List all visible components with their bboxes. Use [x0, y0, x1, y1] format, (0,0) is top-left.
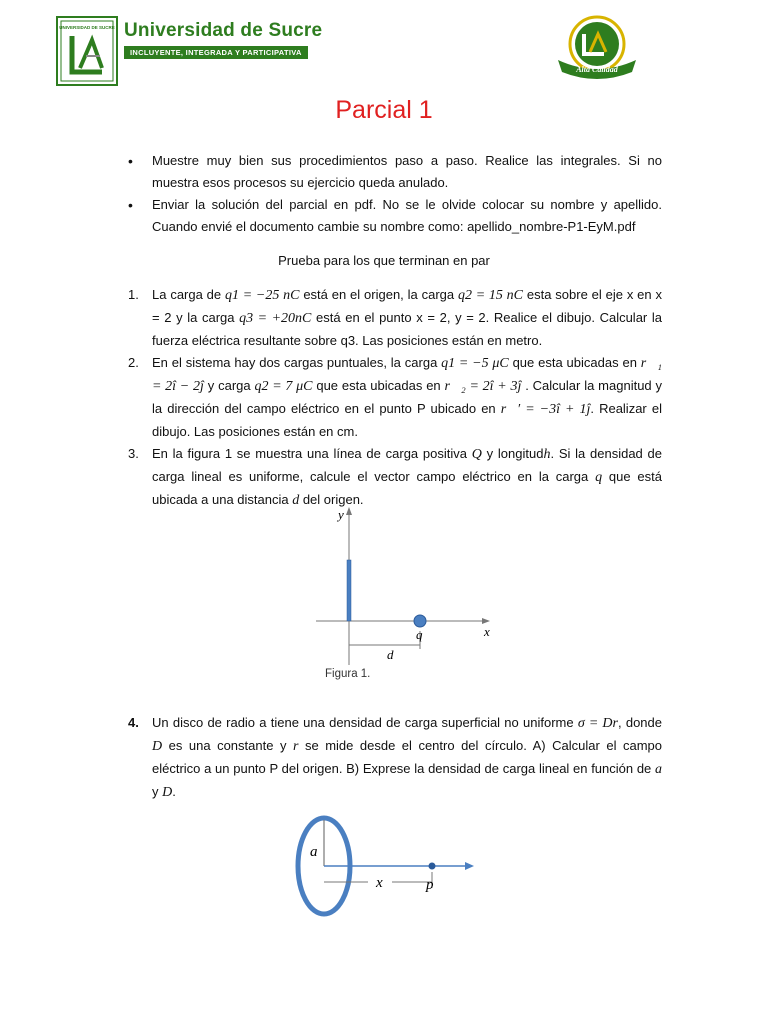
problems-list [128, 284, 662, 512]
x-axis-label: x [484, 624, 490, 639]
problem-number: 4. [128, 715, 139, 730]
math: q2 = 7 μC [254, 379, 313, 394]
math: q [595, 470, 603, 485]
bullet-icon: • [128, 197, 133, 213]
a-label: a [310, 844, 318, 860]
point-p [429, 863, 436, 870]
math: r⃗₂ = 2î + 3ĵ [444, 379, 522, 394]
figure-1-caption: Figura 1. [325, 668, 371, 680]
university-tagline: INCLUYENTE, INTEGRADA Y PARTICIPATIVA [124, 46, 308, 59]
bullet-icon: • [128, 153, 133, 169]
x-label: x [376, 875, 383, 891]
math: h [543, 447, 551, 462]
math: q2 = 15 nC [457, 288, 523, 303]
page-title: Parcial 1 [335, 96, 433, 124]
university-seal-logo [56, 16, 118, 86]
math: d [292, 493, 300, 508]
instruction-text: Enviar la solución del parcial en pdf. No se le olvide colocar su nombre y apellido. Cuando envié el documento cambie su nombre como: apellido_nombre-P1-EyM.pdf [152, 197, 662, 234]
math: σ = Dr [577, 716, 618, 731]
math: r [292, 739, 299, 754]
q-label: q [416, 627, 423, 642]
p-label: p [426, 877, 434, 893]
list-item [128, 150, 662, 194]
instructions-list [128, 150, 662, 238]
problem-4 [128, 712, 662, 804]
problem-text: La carga de q1 = −25 nC está en el origen, la carga q2 = 15 nC esta sobre el eje x en x = 2 y la carga q3 = +20nC está en el punto x = 2, y = 2. Realice el dibujo. Calcular la fuerza eléctrica resultante sobre q3. Las posiciones están en metro. [152, 287, 663, 348]
math: q1 = −5 μC [441, 356, 509, 371]
section-subtitle: Prueba para los que terminan en par [278, 253, 490, 268]
problem-number: 3. [128, 446, 139, 461]
d-label: d [387, 647, 394, 662]
brand-block [124, 20, 322, 60]
problem-number: 2. [128, 355, 139, 370]
instruction-text: Muestre muy bien sus procedimientos paso a paso. Realice las integrales. Si no muestra esos procesos su ejercicio queda anulado. [152, 153, 662, 190]
list-item [128, 194, 662, 238]
y-axis-label: y [338, 507, 344, 522]
university-name: Universidad de Sucre [124, 20, 323, 41]
problem-text: Un disco de radio a tiene una densidad de carga superficial no uniforme σ = Dr, donde D es una constante y r se mide desde el centro del círculo. A) Calcular el campo eléctrico a un punto P del origen. B) Exprese la densidad de carga lineal en función de a y D. [152, 715, 662, 800]
problem-1 [128, 284, 662, 352]
problem-text: En la figura 1 se muestra una línea de carga positiva Q y longitudh. Si la densidad de carga lineal es uniforme, calcule el vector campo eléctrico en la carga q que está ubicada a una distancia d del origen. [152, 446, 663, 508]
figure-1 [316, 505, 506, 685]
problem-3 [128, 443, 662, 512]
problem-number: 1. [128, 287, 139, 302]
math: D [152, 739, 163, 754]
quality-badge-logo [552, 14, 642, 80]
point-charge-q [414, 615, 426, 627]
math: Q [471, 447, 482, 462]
problem-text: En el sistema hay dos cargas puntuales, la carga q1 = −5 μC que esta ubicadas en r⃗₁ = 2î − 2ĵ y carga q2 = 7 μC que esta ubicadas en r⃗₂ = 2î + 3ĵ . Calcular la magnitud y la dirección del campo eléctrico en el punto P ubicado en r⃗′ = −3î + 1ĵ. Realizar el dibujo. Las posiciones están en cm. [152, 355, 663, 439]
math: a [655, 762, 662, 777]
math: D [162, 785, 173, 800]
line-charge [347, 560, 351, 621]
seal-text: UNIVERSIDAD DE SUCRE [59, 25, 115, 30]
math: r⃗₁ = 2î − 2ĵ [152, 356, 663, 394]
problem-2 [128, 352, 662, 443]
axis-arrow [465, 862, 474, 870]
figure-2 [288, 812, 488, 920]
math: r⃗′ = −3î + 1ĵ [500, 402, 591, 417]
y-axis-arrow [346, 507, 352, 515]
math: q3 = +20nC [239, 311, 312, 326]
math: q1 = −25 nC [225, 288, 300, 303]
quality-badge-text: Alta Calidad [576, 65, 618, 74]
